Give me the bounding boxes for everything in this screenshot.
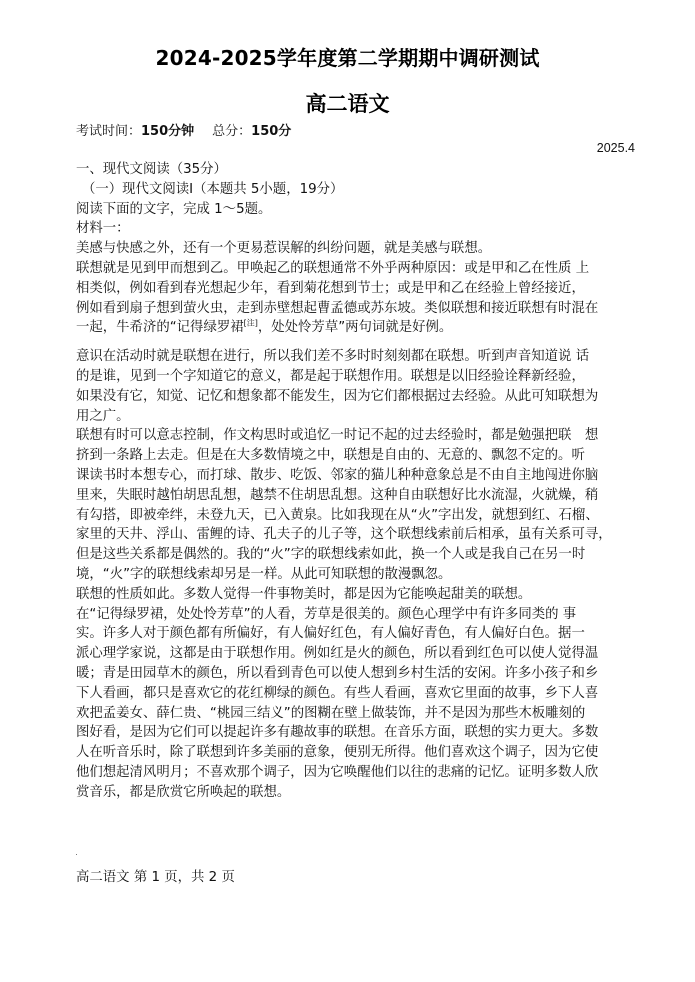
text-line: 赏音乐，都是欣赏它所唤起的联想。 [76, 784, 291, 800]
text-line: 暖；青是田园草木的颜色，所以看到青色可以使人想到乡村生活的安闲。许多小孩子和乡 [76, 665, 599, 681]
exam-info [76, 123, 291, 141]
text-line: 用之广。 [76, 408, 130, 424]
page-footer: 高二语文 第 1 页，共 2 页 [76, 870, 235, 885]
text-line: 美感与快感之外，还有一个更易惹误解的纠纷问题，就是美感与联想。 [76, 241, 492, 257]
footnote-marker: [注] [243, 318, 258, 328]
subject-title: 高二语文 [305, 92, 390, 116]
instruction-text: 阅读下面的文字，完成 1～5题。 [76, 201, 272, 217]
text-line: 例如看到扇子想到萤火虫，走到赤壁想起曹孟德或苏东坡。类似联想和接近联想有时混在 [76, 300, 599, 316]
text-line: 图好看，是因为它们可以提起许多有趣故事的联想。在音乐方面，联想的实力更大。多数 [76, 725, 599, 741]
text-line: 实。许多人对于颜色都有所偏好，有人偏好红色，有人偏好青色，有人偏好白色。据一 [76, 626, 585, 642]
text-line: 如果没有它，知觉、记忆和想象都不能发生，因为它们都根据过去经验。从此可知联想为 [76, 388, 599, 404]
text-line: 有勾搭，即被牵绊，未登九天，已入黄泉。比如我现在从“火”字出发，就想到红、石榴、 [76, 507, 599, 523]
text-line: 联想就是见到甲而想到乙。甲唤起乙的联想通常不外乎两种原因：或是甲和乙在性质 上 [76, 260, 590, 276]
stray-dot [76, 854, 77, 855]
text-line: 联想有时可以意志控制，作文构思时或追忆一时记不起的过去经验时，都是勉强把联 想 [76, 428, 599, 444]
text-line: 相类似，例如看到春光想起少年，看到菊花想到节士；或是甲和乙在经验上曾经接近， [76, 280, 585, 296]
section-heading: 一、现代文阅读（35分） [76, 162, 227, 177]
text-line: 但是这些关系都是偶然的。我的“火”字的联想线索如此，换一个人或是我自己在另一时 [76, 547, 586, 563]
paragraph-4 [76, 585, 636, 803]
score-label: 总分： [212, 124, 252, 139]
paragraph-1 [76, 239, 636, 338]
text-line-with-note [76, 318, 636, 338]
text-line: 的是谁，见到一个字知道它的意义，都是起于联想作用。联想是以旧经验诠释新经验， [76, 368, 585, 384]
paragraph-3 [76, 426, 636, 584]
text-line: 意识在活动时就是联想在进行，所以我们差不多时时刻刻都在联想。听到声音知道说 话 [76, 349, 590, 365]
exam-title: 2024-2025学年度第二学期期中调研测试 [155, 46, 540, 70]
time-label: 考试时间： [76, 124, 142, 139]
text-segment: ，处处怜芳草”两句词就是好例。 [257, 320, 453, 336]
text-line: 家里的天井、浮山、雷鲤的诗、孔夫子的儿子等，这个联想线索前后相承，虽有关系可寻， [76, 527, 612, 543]
material-label: 材料一： [76, 221, 130, 237]
score-value: 150分 [251, 124, 292, 139]
text-line: 他们想起清风明月；不喜欢那个调子，因为它唤醒他们以往的悲痛的记忆。证明多数人欣 [76, 764, 599, 780]
text-line: 在“记得绿罗裙，处处怜芳草”的人看，芳草是很美的。颜色心理学中有许多同类的 事 [76, 606, 577, 622]
text-line: 挤到一条路上去走。但是在大多数情境之中，联想是自由的、无意的、飘忽不定的。听 [76, 448, 585, 464]
text-line: 里来，失眠时越怕胡思乱想，越禁不住胡思乱想。这种自由联想好比水流湿，火就燥，稍 [76, 487, 599, 503]
text-line: 下人看画，都只是喜欢它的花红柳绿的颜色。有些人看画，喜欢它里面的故事，乡下人喜 [76, 685, 599, 701]
paragraph-2 [76, 347, 636, 426]
reading-content [76, 160, 636, 803]
section-subheading: （一）现代文阅读Ⅰ（本题共 5小题，19分） [82, 181, 344, 197]
text-line: 欢把孟姜女、薛仁贵、“桃园三结义”的图糊在壁上做装饰，并不是因为那些木板雕刻的 [76, 705, 586, 721]
time-value: 150分钟 [141, 124, 195, 139]
text-line: 课读书时本想专心，而打球、散步、吃饭、邻家的猫儿种种意象总是不由自主地闯进你脑 [76, 467, 599, 483]
text-line: 派心理学家说，这都是由于联想作用。例如红是火的颜色，所以看到红色可以使人觉得温 [76, 646, 599, 662]
text-segment: 一起，牛希济的“记得绿罗裙 [76, 320, 244, 336]
exam-date: 2025.4 [596, 141, 635, 155]
text-line: 人在听音乐时，除了联想到许多美丽的意象，便别无所得。他们喜欢这个调子，因为它使 [76, 745, 599, 761]
text-line: 联想的性质如此。多数人觉得一件事物美时，都是因为它能唤起甜美的联想。 [76, 586, 532, 602]
text-line: 境，“火”字的联想线索却另是一样。从此可知联想的散漫飘忽。 [76, 566, 452, 582]
